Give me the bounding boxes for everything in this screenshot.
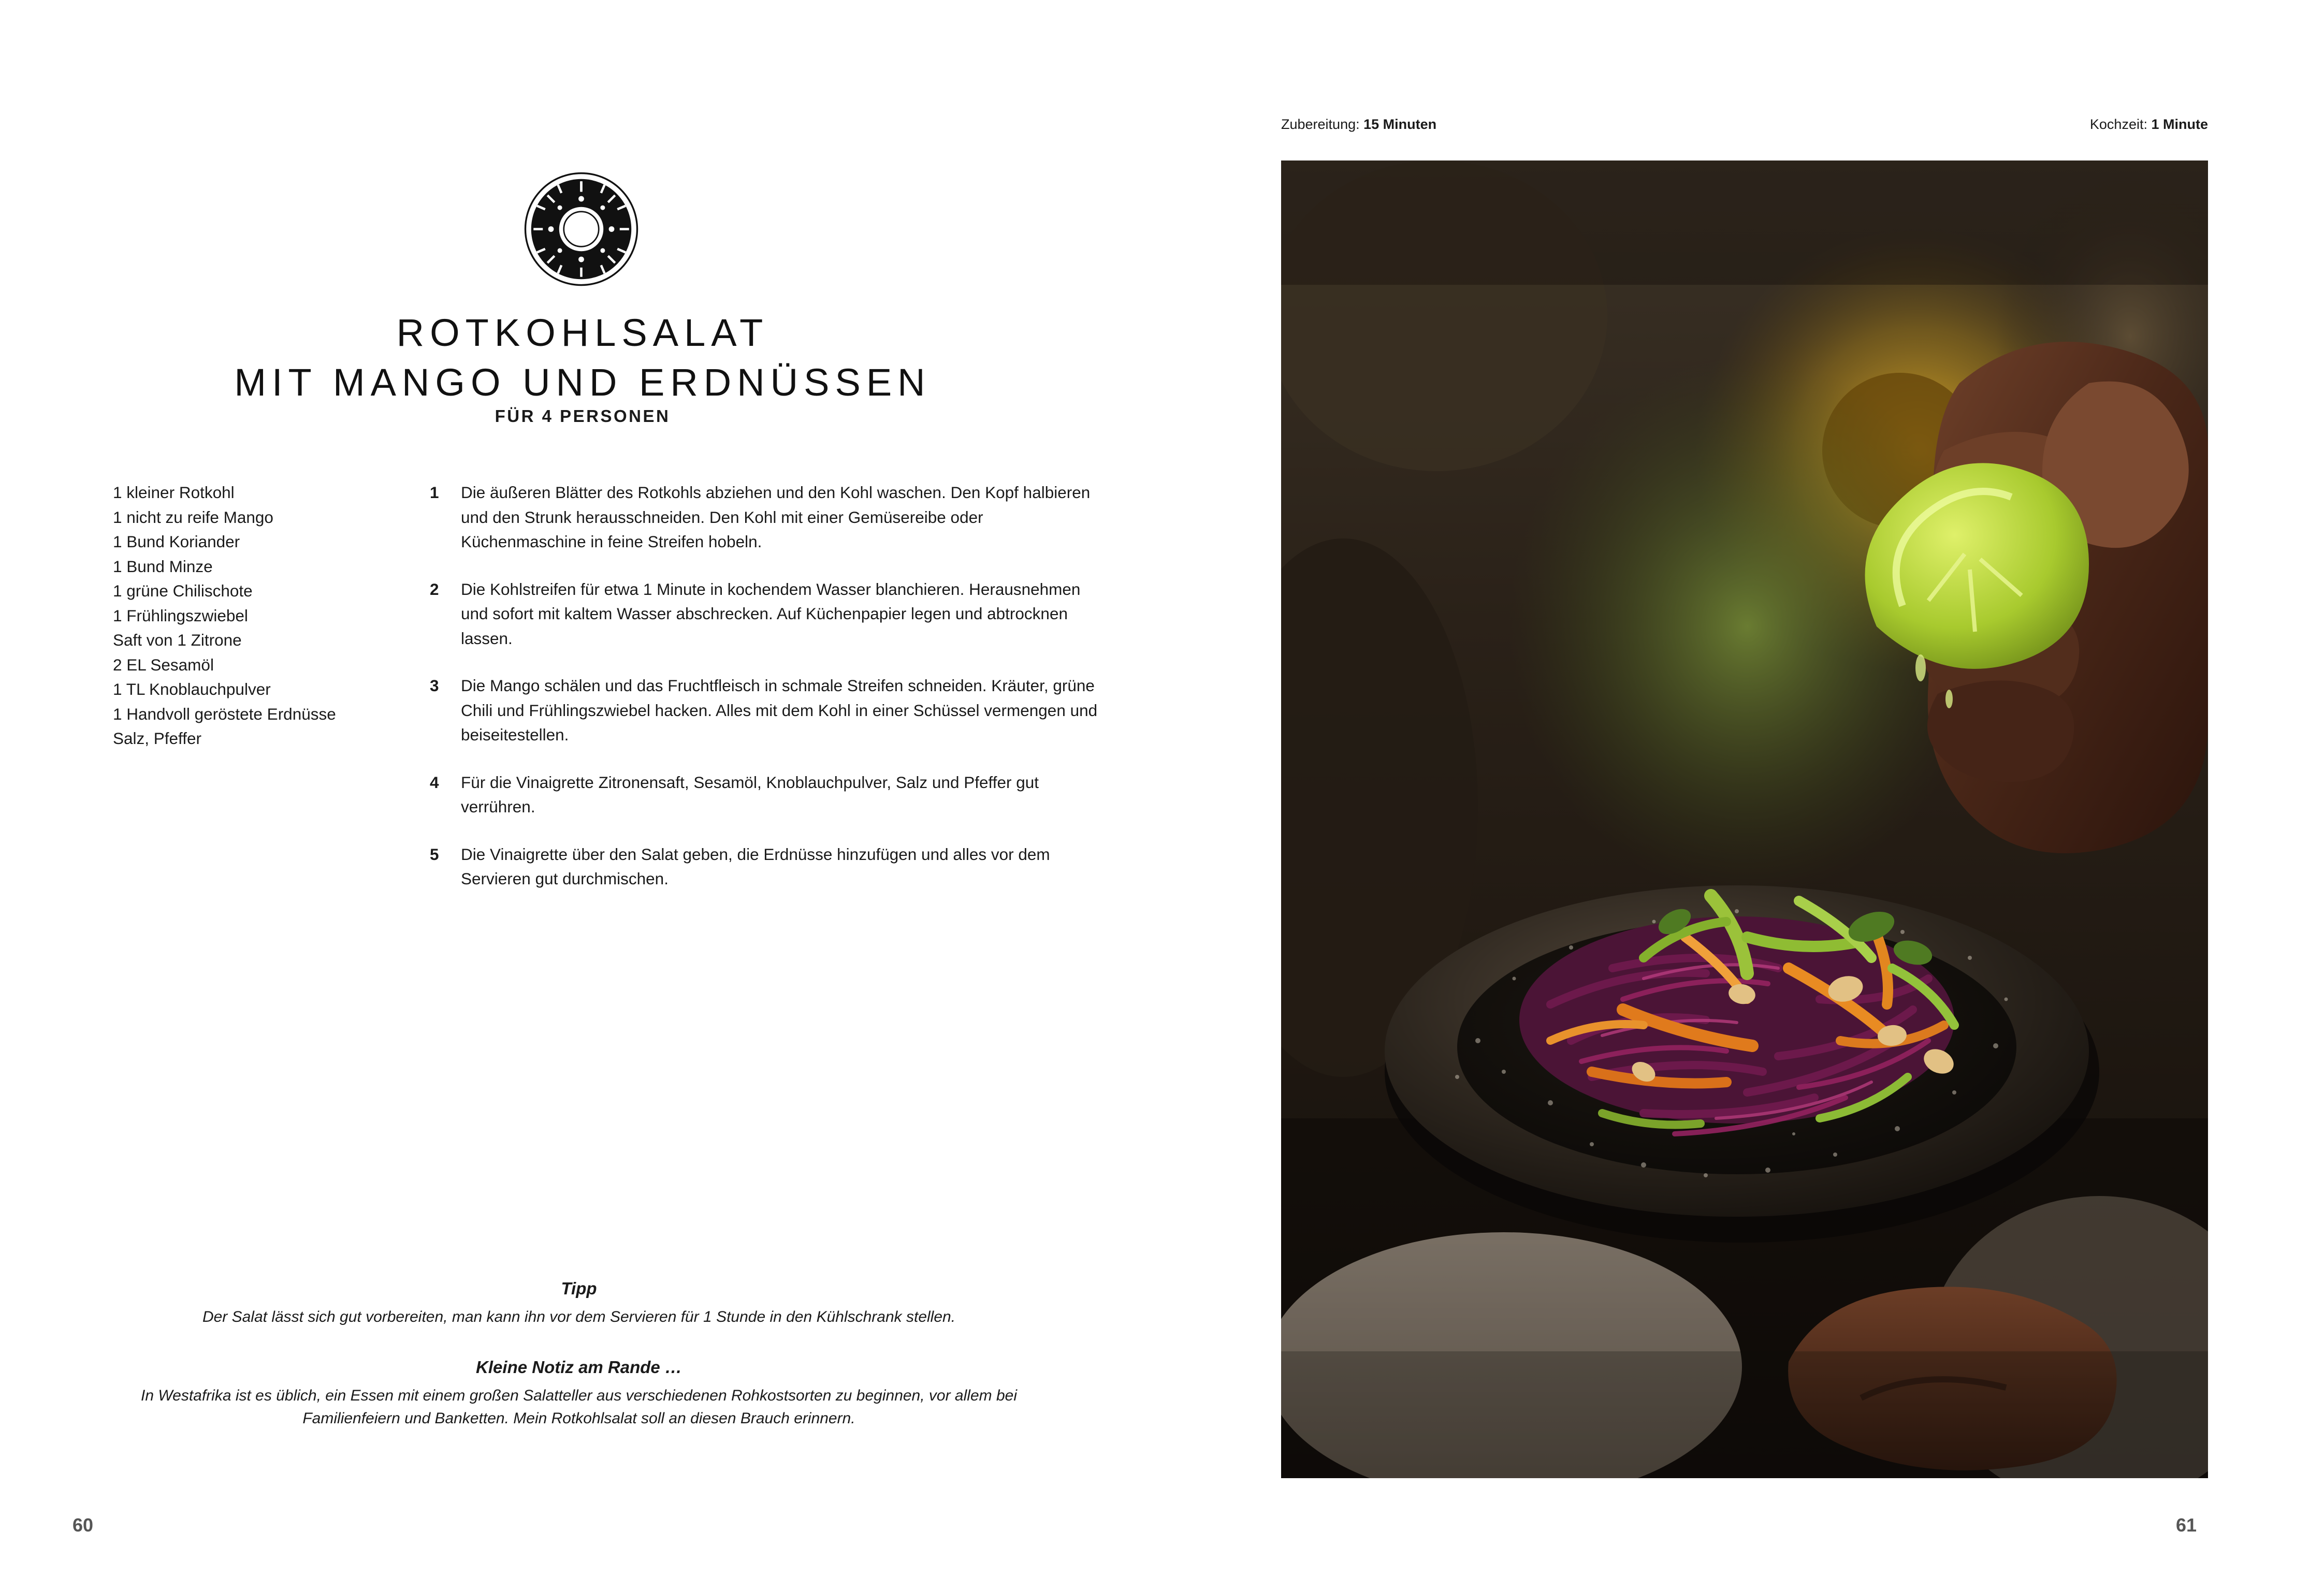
prep-time-value: 15 Minuten xyxy=(1363,116,1437,132)
step-number: 4 xyxy=(430,772,439,792)
list-item: 1 Bund Koriander xyxy=(113,532,240,551)
instruction-steps xyxy=(430,480,1103,914)
note-heading: Kleine Notiz am Rande … xyxy=(476,1358,682,1377)
cook-time-label: Kochzeit: xyxy=(2089,116,2147,132)
list-item xyxy=(430,770,1103,820)
list-item: 1 Frühlingszwiebel xyxy=(113,606,248,625)
list-item: 1 kleiner Rotkohl xyxy=(113,483,235,502)
list-item xyxy=(430,674,1103,748)
page-right xyxy=(1162,0,2324,1590)
ornament-icon xyxy=(523,171,640,287)
tip-heading: Tipp xyxy=(561,1279,597,1298)
step-text: Die Kohlstreifen für etwa 1 Minute in kochendem Wasser blanchieren. Herausnehmen und sofort mit kaltem Wasser abschrecken. Auf Küchenpapier legen und abtrocknen lassen. xyxy=(461,579,1081,648)
step-number: 5 xyxy=(430,844,439,864)
page-number-left: 60 xyxy=(72,1514,94,1536)
tip-text: Der Salat lässt sich gut vorbereiten, man kann ihn vor dem Servieren für 1 Stunde in den Kühlschrank stellen. xyxy=(202,1308,956,1325)
recipe-title-line2: MIT MANGO UND ERDNÜSSEN xyxy=(234,360,931,404)
list-item xyxy=(430,842,1103,892)
ingredients-list xyxy=(113,480,418,751)
list-item: Salz, Pfeffer xyxy=(113,729,202,748)
list-item xyxy=(430,480,1103,555)
note-text: In Westafrika ist es üblich, ein Essen mit einem großen Salatteller aus verschiedenen Rohkostsorten zu beginnen, vor allem bei Familienfeiern und Banketten. Mein Rotkohlsalat soll an diesen Brauch erinnern. xyxy=(141,1387,1017,1427)
page-title xyxy=(62,308,1103,407)
list-item: 1 TL Knoblauchpulver xyxy=(113,680,271,698)
step-number: 1 xyxy=(430,483,439,502)
recipe-photo xyxy=(1281,161,2208,1478)
step-text: Für die Vinaigrette Zitronensaft, Sesamöl, Knoblauchpulver, Salz und Pfeffer gut verrühren. xyxy=(461,772,1039,816)
list-item: Saft von 1 Zitrone xyxy=(113,631,242,649)
servings-label: FÜR 4 PERSONEN xyxy=(495,406,671,426)
list-item: 2 EL Sesamöl xyxy=(113,655,214,674)
step-text: Die Vinaigrette über den Salat geben, die Erdnüsse hinzufügen und alles vor dem Servieren gut durchmischen. xyxy=(461,844,1050,888)
list-item: 1 Bund Minze xyxy=(113,557,213,576)
step-number: 2 xyxy=(430,579,439,599)
list-item: 1 Handvoll geröstete Erdnüsse xyxy=(113,704,336,723)
list-item: 1 grüne Chilischote xyxy=(113,581,253,600)
recipe-meta xyxy=(1281,116,2208,133)
cook-time xyxy=(2090,116,2208,133)
cook-time-value: 1 Minute xyxy=(2151,116,2208,132)
list-item xyxy=(430,577,1103,651)
prep-time xyxy=(1281,116,1436,133)
tip-section xyxy=(113,1279,1045,1430)
prep-time-label: Zubereitung: xyxy=(1281,116,1360,132)
step-text: Die äußeren Blätter des Rotkohls abziehen und den Kohl waschen. Den Kopf halbieren und den Strunk herausschneiden. Den Kohl mit einer Gemüsereibe oder Küchenmaschine in feine Streifen hobeln. xyxy=(461,483,1091,551)
page-number-right: 61 xyxy=(2176,1514,2197,1536)
step-text: Die Mango schälen und das Fruchtfleisch in schmale Streifen schneiden. Kräuter, grüne Chili und Frühlingszwiebel hacken. Alles mit dem Kohl in einer Schüssel vermengen und beiseitestellen. xyxy=(461,676,1098,744)
list-item: 1 nicht zu reife Mango xyxy=(113,507,273,527)
recipe-title-line1: ROTKOHLSALAT xyxy=(396,311,769,354)
step-number: 3 xyxy=(430,676,439,695)
